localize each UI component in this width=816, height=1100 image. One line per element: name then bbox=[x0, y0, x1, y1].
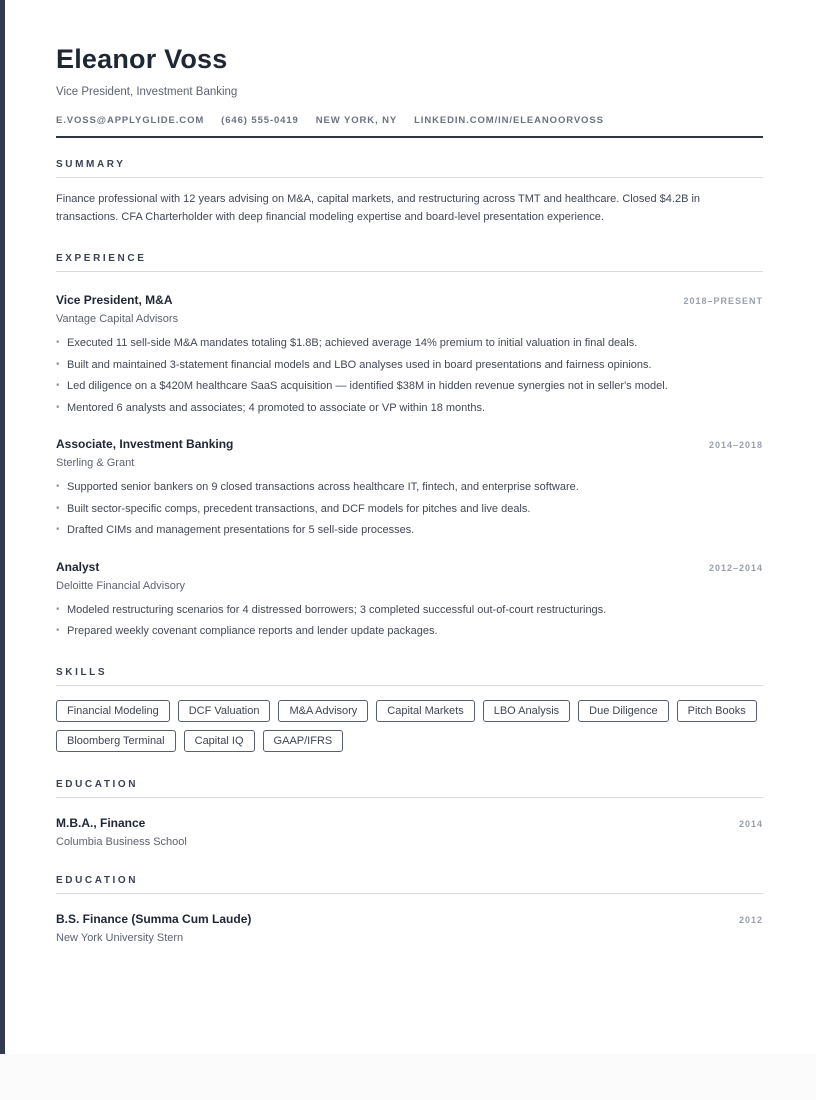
job-bullet: • Built and maintained 3-statement financial models and LBO analyses used in board presentations and fairness opinions. bbox=[56, 357, 763, 374]
section-education bbox=[56, 875, 763, 944]
contact-linkedin: LINKEDIN.COM/IN/ELEANOORVOSS bbox=[414, 115, 604, 126]
job-bullet: • Executed 11 sell-side M&A mandates totaling $1.8B; achieved average 14% premium to initial valuation in final deals. bbox=[56, 335, 763, 352]
skill-chip: GAAP/IFRS bbox=[263, 730, 344, 752]
experience-entry-header bbox=[56, 437, 763, 451]
header-divider bbox=[56, 136, 763, 138]
section-education bbox=[56, 779, 763, 848]
job-bullets bbox=[56, 479, 763, 539]
skill-chip: Capital Markets bbox=[376, 700, 474, 722]
job-title: Analyst bbox=[56, 559, 100, 574]
job-title: Vice President, M&A bbox=[56, 293, 173, 307]
education-heading: EDUCATION bbox=[56, 875, 763, 894]
summary-heading: SUMMARY bbox=[56, 159, 763, 178]
experience-entry-header bbox=[56, 293, 763, 307]
skill-chip: Bloomberg Terminal bbox=[56, 730, 176, 752]
contact-email: E.VOSS@APPLYGLIDE.COM bbox=[56, 115, 205, 126]
contact-phone: (646) 555-0419 bbox=[221, 115, 299, 126]
job-bullets bbox=[56, 335, 763, 416]
job-bullets bbox=[56, 602, 763, 640]
skill-chip: Financial Modeling bbox=[56, 700, 170, 722]
education-entry bbox=[56, 816, 763, 848]
job-dates: 2014–2018 bbox=[708, 440, 763, 450]
resume-header bbox=[56, 44, 763, 138]
job-bullet: • Built sector-specific comps, precedent transactions, and DCF models for pitches and live deals. bbox=[56, 501, 763, 518]
education-entry-header bbox=[56, 816, 763, 830]
skill-chip: Pitch Books bbox=[677, 700, 757, 722]
section-skills bbox=[56, 667, 763, 752]
education-heading: EDUCATION bbox=[56, 779, 763, 798]
skill-chip: Capital IQ bbox=[184, 730, 255, 752]
skills-chip-list bbox=[56, 700, 763, 752]
job-company: Sterling & Grant bbox=[56, 457, 135, 469]
job-bullet: • Modeled restructuring scenarios for 4 distressed borrowers; 3 completed successful out-of-court restructurings. bbox=[56, 602, 763, 619]
skill-chip: M&A Advisory bbox=[278, 700, 368, 722]
experience-entry bbox=[56, 437, 763, 539]
skill-chip: Due Diligence bbox=[578, 700, 668, 722]
education-year: 2012 bbox=[738, 914, 763, 925]
skill-chip: LBO Analysis bbox=[483, 700, 570, 722]
job-dates: 2012–2014 bbox=[708, 562, 763, 573]
experience-heading: EXPERIENCE bbox=[56, 253, 763, 272]
experience-entry bbox=[56, 560, 763, 640]
education-entry-header bbox=[56, 912, 763, 926]
job-bullet: • Drafted CIMs and management presentations for 5 sell-side processes. bbox=[56, 522, 763, 539]
education-school: New York University Stern bbox=[56, 931, 184, 944]
job-bullet: • Prepared weekly covenant compliance reports and lender update packages. bbox=[56, 623, 763, 640]
skills-heading: SKILLS bbox=[56, 667, 763, 686]
job-company: Vantage Capital Advisors bbox=[56, 313, 179, 325]
section-experience bbox=[56, 253, 763, 640]
experience-entry bbox=[56, 293, 763, 416]
skill-chip: DCF Valuation bbox=[178, 700, 271, 722]
job-bullet: • Led diligence on a $420M healthcare SaaS acquisition — identified $38M in hidden revenue synergies not in seller's model. bbox=[56, 378, 763, 395]
job-title: Associate, Investment Banking bbox=[56, 437, 234, 451]
education-school: Columbia Business School bbox=[56, 835, 187, 848]
job-bullet: • Mentored 6 analysts and associates; 4 promoted to associate or VP within 18 months. bbox=[56, 400, 763, 417]
job-company: Deloitte Financial Advisory bbox=[56, 579, 186, 592]
education-degree: B.S. Finance (Summa Cum Laude) bbox=[56, 911, 252, 926]
summary-text: Finance professional with 12 years advising on M&A, capital markets, and restructuring across TMT and healthcare. Closed $4.2B in transactions. CFA Charterholder with deep financial modeling expertise and board-level presentation experience. bbox=[56, 193, 701, 223]
candidate-name: Eleanor Voss bbox=[56, 44, 228, 74]
contact-location: NEW YORK, NY bbox=[315, 115, 398, 126]
section-summary bbox=[56, 159, 763, 226]
education-year: 2014 bbox=[738, 818, 763, 829]
education-degree: M.B.A., Finance bbox=[56, 815, 146, 830]
job-bullet: • Supported senior bankers on 9 closed transactions across healthcare IT, fintech, and enterprise software. bbox=[56, 479, 763, 496]
experience-entry-header bbox=[56, 560, 763, 574]
contact-row bbox=[56, 115, 763, 126]
candidate-title: Vice President, Investment Banking bbox=[56, 86, 238, 98]
education-entry bbox=[56, 912, 763, 944]
job-dates: 2018–PRESENT bbox=[683, 296, 763, 306]
